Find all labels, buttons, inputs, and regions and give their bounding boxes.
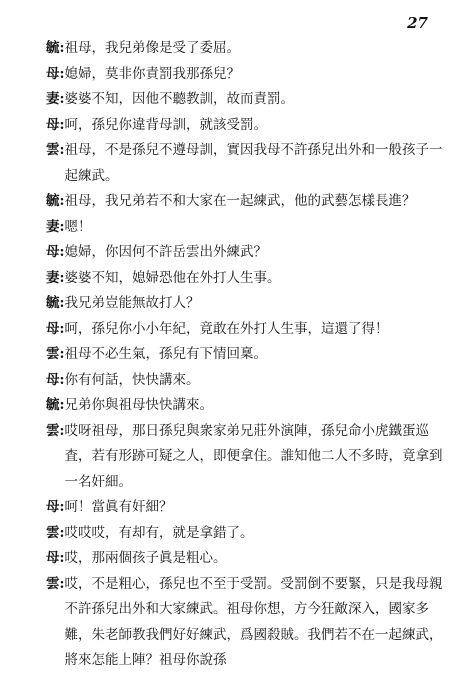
speech-text: 祖母不必生氣，孫兒有下情回稟。 xyxy=(64,346,267,362)
speaker-label: 母: xyxy=(46,116,65,133)
speech-text: 兄弟你與祖母快快講來。 xyxy=(64,397,213,413)
speaker-label: 妻: xyxy=(46,269,65,286)
dialogue-line xyxy=(46,113,444,139)
dialogue-line xyxy=(46,368,444,394)
speaker-label: 雲: xyxy=(46,575,65,592)
speech-text: 呵，孫兒你小小年紀，竟敢在外打人生事，這還了得！ xyxy=(64,320,389,337)
speech-text: 媳婦，莫非你責罰我那孫兒？ xyxy=(64,65,240,82)
dialogue-line xyxy=(46,572,444,674)
speaker-label: 母: xyxy=(46,244,65,260)
speaker-label: 妻: xyxy=(46,91,65,107)
speaker-label: 雲: xyxy=(46,524,65,541)
speech-text: 媳婦，你因何不許岳雲出外練武？ xyxy=(64,244,267,260)
speaker-label: 雲: xyxy=(46,142,65,158)
dialogue-line xyxy=(46,189,444,215)
speaker-label: 雲: xyxy=(46,422,65,439)
speaker-label: 母: xyxy=(46,371,65,388)
speech-text: 祖母，不是孫兒不遵母訓，實因我母不許孫兒出外和一般孩子一起練武。 xyxy=(64,142,443,184)
speech-text: 呵，孫兒你違背母訓，就該受罰。 xyxy=(64,116,267,133)
dialogue-text xyxy=(46,36,444,674)
speech-text: 我兄弟豈能無故打人？ xyxy=(64,295,200,311)
speech-text: 婆婆不知，因他不聽教訓，故而責罰。 xyxy=(64,91,294,107)
speech-text: 哎呀祖母，那日孫兒與衆家弟兄莊外演陣，孫兒命小虎鐵蛋巡査，若有形跡可疑之人，即便拿住。誰知他二人不多時，竟拿到一名奸細。 xyxy=(64,422,443,490)
dialogue-line xyxy=(46,62,444,88)
dialogue-line xyxy=(46,521,444,547)
speaker-label: 母: xyxy=(46,550,65,566)
speech-text: 祖母，我兒弟像是受了委屈。 xyxy=(64,40,240,56)
speaker-label: 母: xyxy=(46,320,65,337)
speaker-label: 毓: xyxy=(46,40,65,56)
dialogue-line xyxy=(46,87,444,113)
speech-text: 婆婆不知，媳婦恐他在外打人生事。 xyxy=(64,269,281,286)
dialogue-line xyxy=(46,138,444,189)
dialogue-line xyxy=(46,419,444,496)
speech-text: 祖母，我兄弟若不和大家在一起練武，他的武藝怎樣長進？ xyxy=(64,193,416,209)
dialogue-line xyxy=(46,36,444,62)
dialogue-line xyxy=(46,495,444,521)
speaker-label: 妻: xyxy=(46,218,65,235)
dialogue-line xyxy=(46,266,444,292)
dialogue-line xyxy=(46,546,444,572)
speaker-label: 毓: xyxy=(46,193,65,209)
speaker-label: 毓: xyxy=(46,397,65,413)
speech-text: 呵！當眞有奸細？ xyxy=(64,499,173,515)
speaker-label: 雲: xyxy=(46,346,65,362)
speech-text: 嗯！ xyxy=(64,218,92,235)
dialogue-line xyxy=(46,215,444,241)
dialogue-line xyxy=(46,291,444,317)
dialogue-line xyxy=(46,240,444,266)
speech-text: 哎哎哎，有却有，就是拿錯了。 xyxy=(64,524,254,541)
dialogue-line xyxy=(46,317,444,343)
speaker-label: 母: xyxy=(46,65,65,82)
dialogue-line xyxy=(46,342,444,368)
speech-text: 哎，不是粗心，孫兒也不至于受罰。受罰倒不要緊，只是我母親不許孫兒出外和大家練武。祖母你想，方今狂敵深入，國家多難，朱老師教我們好好練武，爲國殺賊。我們若不在一起練武，將來怎能上陣？祖母你說孫 xyxy=(64,575,443,668)
page-number: 27 xyxy=(407,14,428,32)
dialogue-line xyxy=(46,393,444,419)
speech-text: 哎，那兩個孩子眞是粗心。 xyxy=(64,550,227,566)
speech-text: 你有何話，快快講來。 xyxy=(64,371,200,388)
speaker-label: 母: xyxy=(46,499,65,515)
speaker-label: 毓: xyxy=(46,295,65,311)
